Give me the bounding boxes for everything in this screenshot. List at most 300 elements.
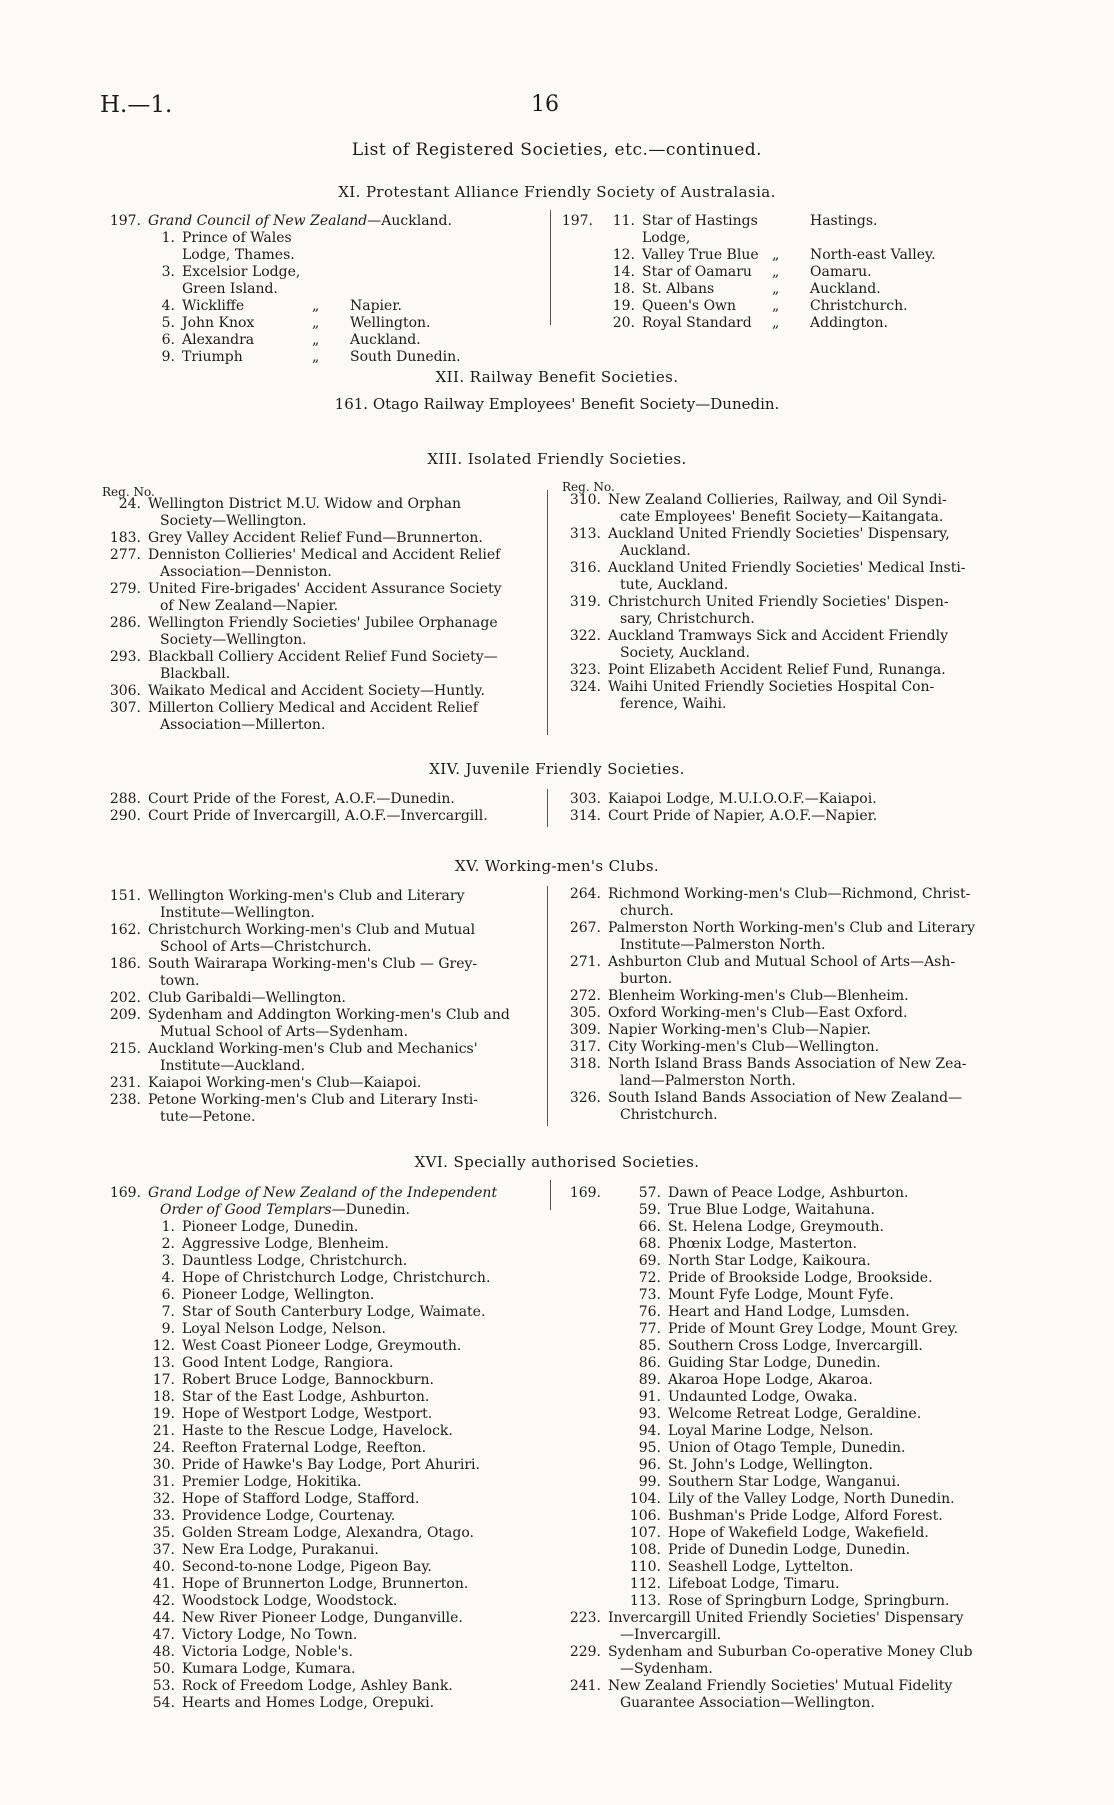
list-item bbox=[95, 1474, 545, 1491]
entry-name: Good Intent Lodge, Rangiora. bbox=[182, 1355, 394, 1371]
list-item bbox=[95, 1406, 545, 1423]
list-item bbox=[95, 547, 545, 581]
entry-text bbox=[148, 1075, 545, 1092]
list-item bbox=[95, 1253, 545, 1270]
ditto-mark: „ bbox=[312, 298, 320, 314]
entry-name: Auckland Working-men's Club and Mechanics' bbox=[148, 1041, 478, 1057]
entry-number: 290. bbox=[109, 808, 141, 824]
entry-name: True Blue Lodge, Waitahuna. bbox=[668, 1202, 875, 1218]
entry-parent-number bbox=[555, 1474, 607, 1491]
entry-number: 86. bbox=[638, 1355, 661, 1371]
entry-text bbox=[608, 492, 1005, 526]
entry-number: 286. bbox=[109, 615, 141, 631]
list-item bbox=[555, 1338, 1005, 1355]
entry-parent-number bbox=[555, 1338, 607, 1355]
entry-name: St. Helena Lodge, Greymouth. bbox=[668, 1219, 884, 1235]
entry-name: Palmerston North Working-men's Club and Literary bbox=[608, 920, 976, 936]
entry-name: Blackball Colliery Accident Relief Fund Society— bbox=[148, 649, 498, 665]
list-item bbox=[555, 560, 1005, 594]
entry-number: 323. bbox=[569, 662, 601, 678]
list-item bbox=[95, 990, 545, 1007]
entry-parent-number bbox=[555, 1304, 607, 1321]
entry-name: Pride of Brookside Lodge, Brookside. bbox=[668, 1270, 933, 1286]
section-xiv-left bbox=[95, 791, 545, 825]
page-title: List of Registered Societies, etc.—continued. bbox=[351, 140, 763, 160]
entry-text bbox=[608, 1090, 1005, 1124]
section-xv-heading: XV. Working-men's Clubs. bbox=[454, 857, 660, 875]
list-item bbox=[555, 264, 1005, 281]
ditto-mark bbox=[312, 264, 350, 298]
entry-parent-number bbox=[555, 1270, 607, 1287]
entry-text bbox=[608, 954, 1005, 988]
list-item bbox=[555, 791, 1005, 808]
entry-name: Court Pride of Napier, A.O.F.—Napier. bbox=[608, 808, 878, 824]
entry-name: Denniston Collieries' Medical and Accident Relief bbox=[148, 547, 501, 563]
entry-text bbox=[148, 547, 545, 581]
section-xi-right bbox=[555, 213, 1005, 332]
entry-name: Mount Fyfe Lodge, Mount Fyfe. bbox=[668, 1287, 894, 1303]
entry-number: 41. bbox=[152, 1576, 175, 1592]
lodge-list bbox=[555, 213, 1005, 332]
list-item bbox=[555, 1406, 1005, 1423]
entry-name: Court Pride of the Forest, A.O.F.—Dunedin. bbox=[148, 791, 455, 807]
entry-number: 317. bbox=[569, 1039, 601, 1055]
entry-number: 202. bbox=[109, 990, 141, 1006]
list-item bbox=[555, 1678, 1005, 1712]
entry-continuation: —Sydenham. bbox=[620, 1661, 713, 1677]
list-item bbox=[95, 1075, 545, 1092]
entry-number: 4. bbox=[161, 1270, 175, 1286]
list-item bbox=[555, 1022, 1005, 1039]
entry-place: North-east Valley. bbox=[810, 247, 936, 263]
entry-parent-number bbox=[555, 1355, 607, 1372]
list-item bbox=[555, 315, 1005, 332]
entry-name: Pride of Dunedin Lodge, Dunedin. bbox=[668, 1542, 911, 1558]
entry-number: 113. bbox=[629, 1593, 661, 1609]
entry-number: 288. bbox=[109, 791, 141, 807]
entry-number: 313. bbox=[569, 526, 601, 542]
entry-name: St. John's Lodge, Wellington. bbox=[668, 1457, 873, 1473]
entry-text bbox=[148, 888, 545, 922]
list-item bbox=[95, 1542, 545, 1559]
list-item bbox=[95, 888, 545, 922]
list-item bbox=[555, 1559, 1005, 1576]
entry-number: 32. bbox=[152, 1491, 175, 1507]
list-item bbox=[555, 1005, 1005, 1022]
list-item bbox=[555, 1372, 1005, 1389]
list-item bbox=[95, 615, 545, 649]
entry-name: Reefton Fraternal Lodge, Reefton. bbox=[182, 1440, 427, 1456]
column-divider bbox=[550, 1180, 552, 1210]
list-item bbox=[95, 315, 545, 332]
entry-name: City Working-men's Club—Wellington. bbox=[608, 1039, 880, 1055]
entry-continuation: Society, Auckland. bbox=[620, 645, 750, 661]
entry-number: 53. bbox=[152, 1678, 175, 1694]
entry-number: 238. bbox=[109, 1092, 141, 1108]
list-item bbox=[95, 683, 545, 700]
entry-name: Haste to the Rescue Lodge, Havelock. bbox=[182, 1423, 453, 1439]
list-item bbox=[555, 1090, 1005, 1124]
entry-number: 95. bbox=[638, 1440, 661, 1456]
entry-continuation: Association—Millerton. bbox=[160, 717, 326, 733]
list-item bbox=[95, 1389, 545, 1406]
entry-continuation: town. bbox=[160, 973, 200, 989]
entry-parent-number: 169. bbox=[569, 1185, 601, 1201]
entry-number: 267. bbox=[569, 920, 601, 936]
section-xi-left bbox=[95, 213, 545, 366]
entry-name: Wellington Friendly Societies' Jubilee Orphanage bbox=[148, 615, 498, 631]
list-item bbox=[555, 988, 1005, 1005]
entry-place: Christchurch. bbox=[810, 298, 908, 314]
entry-number: 18. bbox=[152, 1389, 175, 1405]
entry-name: Providence Lodge, Courtenay. bbox=[182, 1508, 396, 1524]
entry-name: Union of Otago Temple, Dunedin. bbox=[668, 1440, 906, 1456]
entry-parent-number bbox=[555, 1372, 607, 1389]
entry-number: 19. bbox=[612, 298, 635, 314]
entry-number: 33. bbox=[152, 1508, 175, 1524]
entry-number: 277. bbox=[109, 547, 141, 563]
entry-continuation: sary, Christchurch. bbox=[620, 611, 755, 627]
entry-number: 241. bbox=[569, 1678, 601, 1694]
entry-number: 7. bbox=[161, 1304, 175, 1320]
entry-name: Hope of Christchurch Lodge, Christchurch. bbox=[182, 1270, 491, 1286]
section-xv-left bbox=[95, 888, 545, 1126]
entry-text bbox=[148, 700, 545, 734]
entry-name: Heart and Hand Lodge, Lumsden. bbox=[668, 1304, 910, 1320]
list-item bbox=[95, 230, 545, 264]
entry-number: 326. bbox=[569, 1090, 601, 1106]
entry-number: 310. bbox=[569, 492, 601, 508]
list-item bbox=[555, 679, 1005, 713]
entry-number: 324. bbox=[569, 679, 601, 695]
entry-name: Kaiapoi Working-men's Club—Kaiapoi. bbox=[148, 1075, 422, 1091]
entry-name: Southern Star Lodge, Wanganui. bbox=[668, 1474, 901, 1490]
list-item bbox=[95, 1695, 545, 1712]
entry-name: Oxford Working-men's Club—East Oxford. bbox=[608, 1005, 908, 1021]
entry-text bbox=[148, 615, 545, 649]
entry-number: 40. bbox=[152, 1559, 175, 1575]
list-item bbox=[95, 1423, 545, 1440]
ditto-mark: „ bbox=[772, 298, 780, 314]
document-reference: H.—1. bbox=[100, 92, 173, 118]
entry-number: 272. bbox=[569, 988, 601, 1004]
list-item bbox=[555, 1491, 1005, 1508]
entry-name: Blenheim Working-men's Club—Blenheim. bbox=[608, 988, 909, 1004]
entry-number: 13. bbox=[152, 1355, 175, 1371]
entry-name: Woodstock Lodge, Woodstock. bbox=[182, 1593, 398, 1609]
entry-name: Grey Valley Accident Relief Fund—Brunnerton. bbox=[148, 530, 483, 546]
list-item bbox=[95, 1041, 545, 1075]
entry-parent-number bbox=[555, 1576, 607, 1593]
entry-continuation: Guarantee Association—Wellington. bbox=[620, 1695, 875, 1711]
entry-name: Victory Lodge, No Town. bbox=[182, 1627, 358, 1643]
entry-name: Seashell Lodge, Lyttelton. bbox=[668, 1559, 854, 1575]
ditto-mark: „ bbox=[772, 247, 780, 263]
entry-name: Prince of Wales Lodge, Thames. bbox=[182, 230, 295, 263]
ditto-mark bbox=[772, 213, 810, 247]
entry-continuation: Institute—Wellington. bbox=[160, 905, 315, 921]
entry-number: 11. bbox=[612, 213, 635, 229]
list-item bbox=[95, 1338, 545, 1355]
entry-name: Star of Oamaru bbox=[642, 264, 752, 280]
entry-text bbox=[608, 1610, 1005, 1644]
entry-number: 31. bbox=[152, 1474, 175, 1490]
entry-name: Alexandra bbox=[182, 332, 255, 348]
entry-name: Auckland United Friendly Societies' Dispensary, bbox=[608, 526, 950, 542]
entry-number: 12. bbox=[612, 247, 635, 263]
entry-name: West Coast Pioneer Lodge, Greymouth. bbox=[182, 1338, 462, 1354]
entry-place: Napier. bbox=[350, 298, 402, 314]
entry-number: 305. bbox=[569, 1005, 601, 1021]
list-item bbox=[95, 1092, 545, 1126]
entry-name: Dawn of Peace Lodge, Ashburton. bbox=[668, 1185, 909, 1201]
entry-parent-number: 197. bbox=[561, 213, 593, 229]
entry-place: Oamaru. bbox=[810, 264, 872, 280]
entry-text bbox=[608, 1005, 1005, 1022]
list-item bbox=[95, 956, 545, 990]
entry-continuation: ference, Waihi. bbox=[620, 696, 727, 712]
list-item bbox=[95, 922, 545, 956]
entry-name: Christchurch Working-men's Club and Mutual bbox=[148, 922, 476, 938]
entry-number: 186. bbox=[109, 956, 141, 972]
entry-number: 183. bbox=[109, 530, 141, 546]
entry-continuation: cate Employees' Benefit Society—Kaitangata. bbox=[620, 509, 944, 525]
entry-name: New Zealand Collieries, Railway, and Oil Syndi- bbox=[608, 492, 947, 508]
entry-number: 4. bbox=[161, 298, 175, 314]
entry-number: 99. bbox=[638, 1474, 661, 1490]
entry-place bbox=[350, 230, 545, 264]
entry-number: 309. bbox=[569, 1022, 601, 1038]
section-xiii-heading: XIII. Isolated Friendly Societies. bbox=[427, 450, 687, 468]
entry-name: Waihi United Friendly Societies Hospital Con- bbox=[608, 679, 935, 695]
entry-text bbox=[148, 1007, 545, 1041]
list-item bbox=[555, 1440, 1005, 1457]
entry-number: 107. bbox=[629, 1525, 661, 1541]
entry-number: 24. bbox=[118, 496, 141, 512]
entry-name: Wellington District M.U. Widow and Orphan bbox=[148, 496, 461, 512]
list-item bbox=[555, 1287, 1005, 1304]
entry-parent-number bbox=[555, 1440, 607, 1457]
entry-text bbox=[608, 1022, 1005, 1039]
lodge-list bbox=[95, 1219, 545, 1712]
entry-name: Kaiapoi Lodge, M.U.I.O.O.F.—Kaiapoi. bbox=[608, 791, 877, 807]
entry-text bbox=[608, 662, 1005, 679]
entry-parent-number bbox=[555, 1593, 607, 1610]
list-item bbox=[555, 662, 1005, 679]
section-xiii-left bbox=[95, 496, 545, 734]
entry-text bbox=[608, 679, 1005, 713]
entry-number: 12. bbox=[152, 1338, 175, 1354]
list-item bbox=[95, 808, 545, 825]
list-item bbox=[555, 1219, 1005, 1236]
entry-name: Hope of Stafford Lodge, Stafford. bbox=[182, 1491, 420, 1507]
entry-name: Petone Working-men's Club and Literary Insti- bbox=[148, 1092, 478, 1108]
entry-number: 162. bbox=[109, 922, 141, 938]
entry-name: Wickliffe bbox=[182, 298, 245, 314]
list-item bbox=[555, 1576, 1005, 1593]
entry-name: New Zealand Friendly Societies' Mutual Fidelity bbox=[608, 1678, 953, 1694]
entry-continuation: Mutual School of Arts—Sydenham. bbox=[160, 1024, 409, 1040]
entry-name: Golden Stream Lodge, Alexandra, Otago. bbox=[182, 1525, 474, 1541]
entry-place: Wellington. bbox=[350, 315, 431, 331]
entry-number: 6. bbox=[161, 1287, 175, 1303]
entry-number: 9. bbox=[161, 1321, 175, 1337]
list-item bbox=[95, 1355, 545, 1372]
section-xii-entry: 161. Otago Railway Employees' Benefit Society—Dunedin. bbox=[334, 395, 780, 413]
list-item bbox=[555, 1253, 1005, 1270]
entry-name: Auckland Tramways Sick and Accident Friendly bbox=[608, 628, 948, 644]
list-item bbox=[555, 1525, 1005, 1542]
entry-number: 6. bbox=[161, 332, 175, 348]
entry-number: 42. bbox=[152, 1593, 175, 1609]
entry-name: Sydenham and Suburban Co-operative Money Club bbox=[608, 1644, 973, 1660]
ditto-mark: „ bbox=[312, 349, 320, 365]
entry-number: 215. bbox=[109, 1041, 141, 1057]
entry-parent-number bbox=[555, 1406, 607, 1423]
column-divider bbox=[547, 886, 549, 1126]
entry-name: Lifeboat Lodge, Timaru. bbox=[668, 1576, 840, 1592]
ditto-mark bbox=[312, 230, 350, 264]
entry-number: 24. bbox=[152, 1440, 175, 1456]
list-item bbox=[555, 954, 1005, 988]
list-item bbox=[95, 1321, 545, 1338]
ditto-mark: „ bbox=[772, 264, 780, 280]
entry-number: 72. bbox=[638, 1270, 661, 1286]
list-item bbox=[95, 1678, 545, 1695]
list-item bbox=[95, 1627, 545, 1644]
list-item bbox=[555, 1185, 1005, 1202]
entry-name: Napier Working-men's Club—Napier. bbox=[608, 1022, 871, 1038]
reg-no-label: Reg. No. bbox=[102, 485, 155, 499]
entry-number: 91. bbox=[638, 1389, 661, 1405]
entry-text bbox=[608, 808, 1005, 825]
entry-number: 68. bbox=[638, 1236, 661, 1252]
entry-number: 50. bbox=[152, 1661, 175, 1677]
entry-name: Richmond Working-men's Club—Richmond, Christ- bbox=[608, 886, 971, 902]
list-item bbox=[555, 1474, 1005, 1491]
section-xii-heading: XII. Railway Benefit Societies. bbox=[435, 368, 679, 386]
entry-parent-number bbox=[555, 281, 597, 298]
list-item bbox=[555, 1644, 1005, 1678]
entry-parent-number bbox=[555, 298, 597, 315]
entry-number: 73. bbox=[638, 1287, 661, 1303]
column-divider bbox=[547, 490, 549, 735]
entry-number: 229. bbox=[569, 1644, 601, 1660]
list-item bbox=[95, 700, 545, 734]
list-item bbox=[95, 1007, 545, 1041]
section-xiii-right bbox=[555, 492, 1005, 713]
entry-continuation: tute—Petone. bbox=[160, 1109, 256, 1125]
entry-name: North Star Lodge, Kaikoura. bbox=[668, 1253, 871, 1269]
section-xi-heading: XI. Protestant Alliance Friendly Society of Australasia. bbox=[338, 183, 776, 201]
list-item: 197. Grand Council of New Zealand—Auckland. bbox=[109, 213, 452, 229]
entry-text bbox=[608, 920, 1005, 954]
entry-continuation: Association—Denniston. bbox=[160, 564, 332, 580]
entry-number: 3. bbox=[161, 1253, 175, 1269]
list-item bbox=[555, 492, 1005, 526]
entry-number: 19. bbox=[152, 1406, 175, 1422]
list-item bbox=[95, 1508, 545, 1525]
entry-name: Dauntless Lodge, Christchurch. bbox=[182, 1253, 408, 1269]
entry-continuation: Society—Wellington. bbox=[160, 632, 307, 648]
list-item bbox=[555, 247, 1005, 264]
entry-number: 151. bbox=[109, 888, 141, 904]
entry-name: Lily of the Valley Lodge, North Dunedin. bbox=[668, 1491, 955, 1507]
entry-parent-number bbox=[555, 1508, 607, 1525]
list-item bbox=[95, 1304, 545, 1321]
entry-name: Premier Lodge, Hokitika. bbox=[182, 1474, 362, 1490]
entry-continuation: Institute—Auckland. bbox=[160, 1058, 306, 1074]
entry-text bbox=[608, 594, 1005, 628]
entry-text bbox=[148, 1092, 545, 1126]
list-item bbox=[95, 1219, 545, 1236]
entry-text bbox=[608, 1644, 1005, 1678]
entry-place: Addington. bbox=[810, 315, 889, 331]
entry-number: 48. bbox=[152, 1644, 175, 1660]
entry-number: 89. bbox=[638, 1372, 661, 1388]
list-item bbox=[555, 526, 1005, 560]
entry-name: Kumara Lodge, Kumara. bbox=[182, 1661, 356, 1677]
entry-number: 106. bbox=[629, 1508, 661, 1524]
list-item bbox=[95, 1270, 545, 1287]
list-item bbox=[555, 1610, 1005, 1644]
entry-text bbox=[148, 683, 545, 700]
entry-continuation: Christchurch. bbox=[620, 1107, 718, 1123]
section-xv-right bbox=[555, 886, 1005, 1124]
entry-continuation: School of Arts—Christchurch. bbox=[160, 939, 372, 955]
entry-place: Hastings. bbox=[810, 213, 878, 229]
entry-number: 93. bbox=[638, 1406, 661, 1422]
list-item bbox=[95, 1661, 545, 1678]
entry-name: Invercargill United Friendly Societies' Dispensary bbox=[608, 1610, 964, 1626]
list-item bbox=[95, 530, 545, 547]
entry-name: Bushman's Pride Lodge, Alford Forest. bbox=[668, 1508, 943, 1524]
entry-place: Auckland. bbox=[350, 332, 421, 348]
list-item bbox=[95, 1440, 545, 1457]
list-item bbox=[555, 920, 1005, 954]
entry-text bbox=[148, 496, 545, 530]
list-item bbox=[555, 1270, 1005, 1287]
entry-name: Hope of Wakefield Lodge, Wakefield. bbox=[668, 1525, 929, 1541]
entry-number: 54. bbox=[152, 1695, 175, 1711]
entry-number: 3. bbox=[161, 264, 175, 280]
section-xvi-left bbox=[95, 1185, 545, 1712]
list-item bbox=[95, 1491, 545, 1508]
list-item bbox=[95, 1559, 545, 1576]
entry-name: Pride of Hawke's Bay Lodge, Port Ahuriri. bbox=[182, 1457, 480, 1473]
entry-number: 110. bbox=[629, 1559, 661, 1575]
entry-number: 96. bbox=[638, 1457, 661, 1473]
entry-text bbox=[148, 922, 545, 956]
list-item bbox=[555, 1457, 1005, 1474]
list-item bbox=[95, 496, 545, 530]
entry-text bbox=[608, 886, 1005, 920]
list-item bbox=[95, 349, 545, 366]
entry-number: 314. bbox=[569, 808, 601, 824]
list-item bbox=[555, 1039, 1005, 1056]
list-item bbox=[555, 808, 1005, 825]
list-item bbox=[555, 1542, 1005, 1559]
entry-number: 21. bbox=[152, 1423, 175, 1439]
list-item bbox=[555, 1056, 1005, 1090]
entry-name: Hearts and Homes Lodge, Orepuki. bbox=[182, 1695, 435, 1711]
entry-number: 37. bbox=[152, 1542, 175, 1558]
entry-parent-number bbox=[555, 1559, 607, 1576]
entry-number: 1. bbox=[161, 1219, 175, 1235]
list-item: 169. Grand Lodge of New Zealand of the Independent Order of Good Templars—Dunedin. bbox=[109, 1185, 498, 1218]
entry-name: Excelsior Lodge, Green Island. bbox=[182, 264, 301, 297]
ditto-mark: „ bbox=[772, 315, 780, 331]
